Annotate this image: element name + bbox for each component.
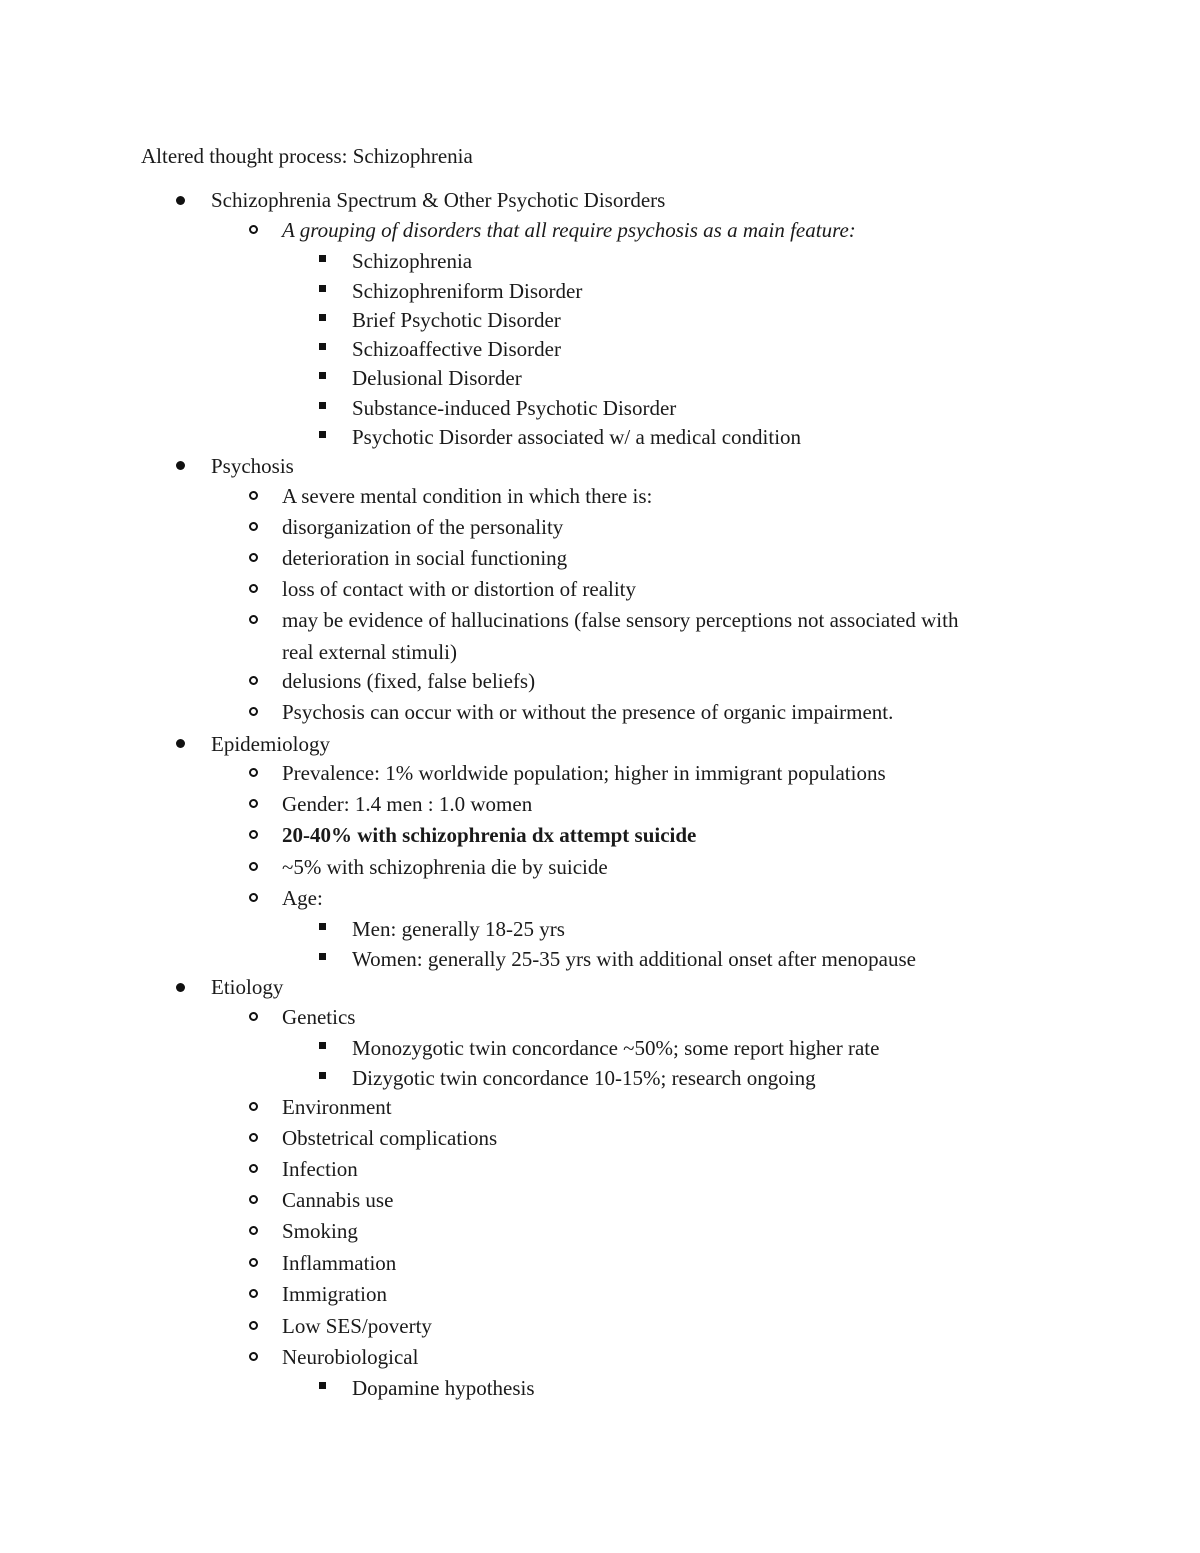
bullet-square-icon — [319, 314, 326, 321]
list-item: deterioration in social functioning — [282, 546, 568, 570]
bullet-circle-icon — [249, 768, 258, 777]
section-heading-psychosis: Psychosis — [211, 454, 294, 478]
list-item: Obstetrical complications — [282, 1126, 498, 1150]
bullet-circle-icon — [249, 830, 258, 839]
bullet-circle-icon — [249, 615, 258, 624]
bullet-circle-icon — [249, 491, 258, 500]
bullet-square-icon — [319, 402, 326, 409]
bullet-circle-icon — [249, 522, 258, 531]
bullet-circle-icon — [249, 1258, 258, 1267]
list-item: Dopamine hypothesis — [352, 1376, 535, 1400]
list-item: Psychotic Disorder associated w/ a medical condition — [352, 425, 802, 449]
section-heading-etiology: Etiology — [211, 975, 284, 999]
bullet-disc-icon — [176, 739, 185, 748]
bullet-circle-icon — [249, 893, 258, 902]
list-item: delusions (fixed, false beliefs) — [282, 669, 536, 693]
bullet-square-icon — [319, 285, 326, 292]
bullet-square-icon — [319, 255, 326, 262]
list-item: A severe mental condition in which there is: — [282, 484, 653, 508]
bullet-circle-icon — [249, 1133, 258, 1142]
list-item: Schizophreniform Disorder — [352, 279, 583, 303]
list-item: Men: generally 18-25 yrs — [352, 917, 565, 941]
list-item: Cannabis use — [282, 1188, 394, 1212]
list-item: loss of contact with or distortion of reality — [282, 577, 637, 601]
spectrum-subheading: A grouping of disorders that all require psychosis as a main feature: — [282, 218, 856, 242]
bullet-square-icon — [319, 343, 326, 350]
bullet-square-icon — [319, 1382, 326, 1389]
bullet-circle-icon — [249, 799, 258, 808]
bullet-disc-icon — [176, 196, 185, 205]
list-item: may be evidence of hallucinations (false sensory perceptions not associated with — [282, 608, 959, 632]
list-item: Prevalence: 1% worldwide population; higher in immigrant populations — [282, 761, 886, 785]
bullet-circle-icon — [249, 1012, 258, 1021]
list-item: Schizophrenia — [352, 249, 473, 273]
list-item: Low SES/poverty — [282, 1314, 432, 1338]
list-item: Women: generally 25-35 yrs with additional onset after menopause — [352, 947, 916, 971]
bullet-circle-icon — [249, 584, 258, 593]
document-title: Altered thought process: Schizophrenia — [141, 144, 473, 168]
bullet-circle-icon — [249, 707, 258, 716]
bullet-circle-icon — [249, 1321, 258, 1330]
list-item: Delusional Disorder — [352, 366, 522, 390]
bullet-circle-icon — [249, 1289, 258, 1298]
list-item: Smoking — [282, 1219, 358, 1243]
list-item-continuation: real external stimuli) — [282, 640, 457, 664]
bullet-disc-icon — [176, 461, 185, 470]
list-item: Inflammation — [282, 1251, 397, 1275]
bullet-circle-icon — [249, 1102, 258, 1111]
list-item: Brief Psychotic Disorder — [352, 308, 561, 332]
bullet-square-icon — [319, 372, 326, 379]
list-item-emphasis: 20-40% with schizophrenia dx attempt suicide — [282, 823, 697, 847]
list-item: Environment — [282, 1095, 392, 1119]
bullet-square-icon — [319, 1072, 326, 1079]
bullet-square-icon — [319, 923, 326, 930]
bullet-disc-icon — [176, 983, 185, 992]
list-item: Substance-induced Psychotic Disorder — [352, 396, 677, 420]
list-item: Gender: 1.4 men : 1.0 women — [282, 792, 533, 816]
section-heading-epidemiology: Epidemiology — [211, 732, 330, 756]
bullet-circle-icon — [249, 1164, 258, 1173]
list-item: Immigration — [282, 1282, 387, 1306]
list-item: Monozygotic twin concordance ~50%; some report higher rate — [352, 1036, 880, 1060]
bullet-circle-icon — [249, 862, 258, 871]
bullet-square-icon — [319, 1042, 326, 1049]
list-item: ~5% with schizophrenia die by suicide — [282, 855, 608, 879]
bullet-circle-icon — [249, 676, 258, 685]
bullet-circle-icon — [249, 225, 258, 234]
list-item: Dizygotic twin concordance 10-15%; research ongoing — [352, 1066, 816, 1090]
section-heading-spectrum: Schizophrenia Spectrum & Other Psychotic Disorders — [211, 188, 666, 212]
list-item: Age: — [282, 886, 323, 910]
list-item: disorganization of the personality — [282, 515, 564, 539]
list-item: Infection — [282, 1157, 358, 1181]
bullet-square-icon — [319, 953, 326, 960]
list-item: Psychosis can occur with or without the presence of organic impairment. — [282, 700, 894, 724]
bullet-circle-icon — [249, 1195, 258, 1204]
bullet-circle-icon — [249, 553, 258, 562]
list-item: Schizoaffective Disorder — [352, 337, 561, 361]
bullet-circle-icon — [249, 1226, 258, 1235]
bullet-circle-icon — [249, 1352, 258, 1361]
list-item: Neurobiological — [282, 1345, 419, 1369]
bullet-square-icon — [319, 431, 326, 438]
list-item: Genetics — [282, 1005, 356, 1029]
